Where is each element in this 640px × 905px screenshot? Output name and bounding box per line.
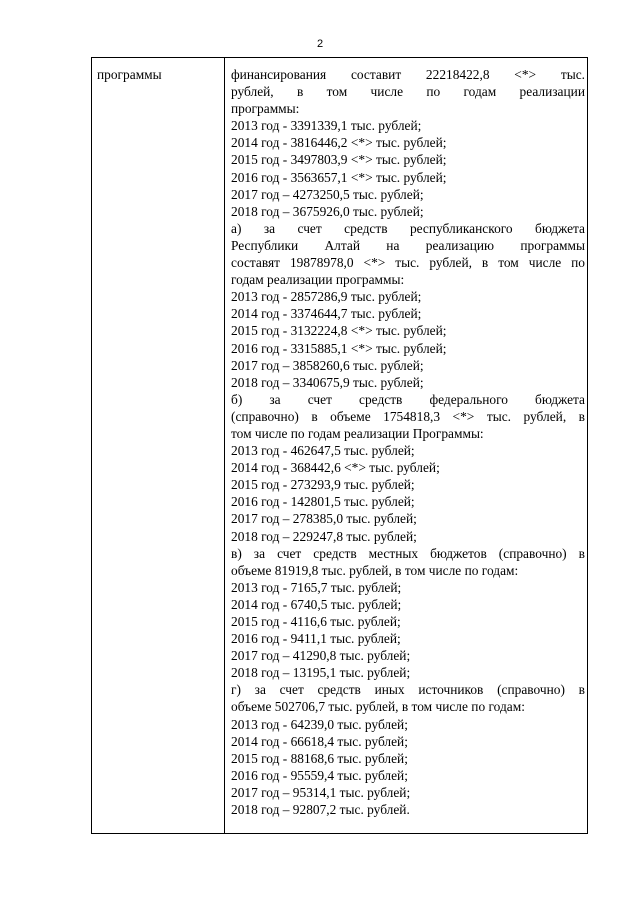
funding-line: 2013 год - 7165,7 тыс. рублей; [231,579,402,595]
funding-line: 2018 год – 92807,2 тыс. рублей. [231,802,410,818]
funding-line: 2015 год - 273293,9 тыс. рублей; [231,477,415,493]
funding-line: (справочно) в объеме 1754818,3 <*> тыс. рублей, в [231,408,585,424]
funding-line: а) за счет средств республиканского бюджета [231,220,585,236]
funding-line: 2016 год - 95559,4 тыс. рублей; [231,767,408,783]
funding-line: программы: [231,101,300,117]
program-funding-table [91,57,588,834]
funding-line: Республики Алтай на реализацию программы [231,237,585,253]
funding-line: 2014 год - 3816446,2 <*> тыс. рублей; [231,135,447,151]
funding-line: 2015 год - 88168,6 тыс. рублей; [231,750,408,766]
funding-line: годам реализации программы: [231,272,405,288]
funding-line: 2014 год - 368442,6 <*> тыс. рублей; [231,460,440,476]
funding-line: 2016 год - 3563657,1 <*> тыс. рублей; [231,169,447,185]
funding-line: 2018 год – 3675926,0 тыс. рублей; [231,203,424,219]
funding-line: 2013 год - 64239,0 тыс. рублей; [231,716,408,732]
funding-line: 2016 год - 9411,1 тыс. рублей; [231,631,401,647]
funding-line: 2014 год - 3374644,7 тыс. рублей; [231,306,422,322]
funding-line: составят 19878978,0 <*> тыс. рублей, в том числе по [231,255,585,271]
funding-line: 2018 год – 13195,1 тыс. рублей; [231,665,411,681]
funding-line: 2015 год - 4116,6 тыс. рублей; [231,614,401,629]
funding-line: 2015 год - 3132224,8 <*> тыс. рублей; [231,323,447,339]
funding-line: финансирования составит 22218422,8 <*> тыс. [231,67,585,82]
table-row-label: программы [97,67,162,82]
funding-line: объеме 502706,7 тыс. рублей, в том числе по годам: [231,699,525,715]
funding-line: 2017 год – 3858260,6 тыс. рублей; [231,357,424,373]
column-divider [224,58,225,833]
funding-line: 2014 год - 66618,4 тыс. рублей; [231,733,408,749]
funding-line: в) за счет средств местных бюджетов (справочно) в [231,545,585,561]
funding-line: 2016 год - 3315885,1 <*> тыс. рублей; [231,340,447,356]
funding-line: б) за счет средств федерального бюджета [231,391,585,407]
funding-line: объеме 81919,8 тыс. рублей, в том числе по годам: [231,562,519,578]
funding-line: 2014 год - 6740,5 тыс. рублей; [231,596,402,612]
funding-line: 2017 год – 4273250,5 тыс. рублей; [231,186,424,202]
funding-line: 2017 год – 278385,0 тыс. рублей; [231,511,417,527]
funding-line: 2018 год – 229247,8 тыс. рублей; [231,528,417,544]
funding-line: 2013 год - 3391339,1 тыс. рублей; [231,118,422,134]
funding-line: 2013 год - 462647,5 тыс. рублей; [231,443,415,459]
funding-line: 2015 год - 3497803,9 <*> тыс. рублей; [231,152,447,168]
funding-line: 2017 год – 95314,1 тыс. рублей; [231,784,411,800]
funding-line: 2013 год - 2857286,9 тыс. рублей; [231,289,422,305]
funding-line: 2017 год – 41290,8 тыс. рублей; [231,648,411,664]
page-number: 2 [316,38,324,50]
funding-line: г) за счет средств иных источников (справочно) в [231,682,585,698]
funding-details-cell [231,66,585,818]
funding-line: рублей, в том числе по годам реализации [231,84,585,100]
funding-line: 2018 год – 3340675,9 тыс. рублей; [231,374,424,390]
funding-line: том числе по годам реализации Программы: [231,425,484,441]
funding-line: 2016 год - 142801,5 тыс. рублей; [231,494,415,510]
